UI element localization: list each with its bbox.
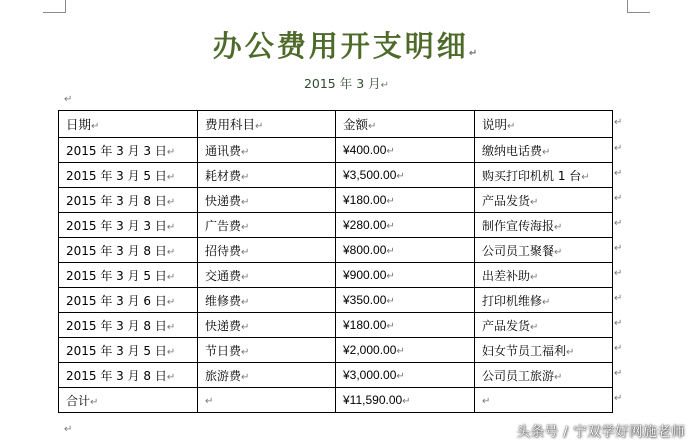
paragraph-mark-icon: ↵ [468, 48, 481, 59]
cell-note[interactable]: 妇女节员工福利↵ [475, 338, 613, 363]
cell-note[interactable]: 公司员工旅游↵ [475, 363, 613, 388]
cell-note[interactable]: 制作宣传海报↵ [475, 213, 613, 238]
cell-amount[interactable]: ¥400.00↵ [336, 138, 475, 163]
row-end-mark-icon: ↵ [614, 317, 623, 329]
expense-table [58, 110, 613, 413]
table-row [59, 338, 613, 363]
cell-end-mark-icon: ↵ [205, 396, 214, 407]
cell-note[interactable]: 购买打印机机 1 台↵ [475, 163, 613, 188]
cell-date[interactable]: 2015 年 3 月 6 日↵ [59, 288, 198, 313]
cell-note[interactable]: 缴纳电话费↵ [475, 138, 613, 163]
cell-end-mark-icon: ↵ [386, 196, 395, 207]
cell-date[interactable]: 2015 年 3 月 8 日↵ [59, 363, 198, 388]
cell-end-mark-icon: ↵ [166, 221, 176, 233]
cell-date[interactable]: 2015 年 3 月 3 日↵ [59, 213, 198, 238]
cell-total-note[interactable] [475, 388, 613, 413]
row-end-mark-icon: ↵ [614, 142, 623, 154]
header-cell-category[interactable]: 费用科目↵ [198, 111, 336, 138]
header-cell-note[interactable]: 说明↵ [475, 111, 613, 138]
cell-total-category[interactable] [198, 388, 336, 413]
cell-end-mark-icon: ↵ [91, 121, 100, 132]
cell-amount[interactable]: ¥3,500.00↵ [336, 163, 475, 188]
row-end-mark-icon: ↵ [614, 167, 623, 179]
table-header-row [59, 111, 613, 138]
cell-end-mark-icon: ↵ [386, 321, 395, 332]
cell-end-mark-icon: ↵ [530, 196, 539, 208]
table-row [59, 363, 613, 388]
cell-note[interactable]: 产品发货↵ [475, 188, 613, 213]
cell-end-mark-icon: ↵ [507, 121, 516, 132]
cell-end-mark-icon: ↵ [402, 396, 411, 407]
table-total-row [59, 388, 613, 413]
cell-end-mark-icon: ↵ [166, 271, 176, 283]
cell-end-mark-icon: ↵ [396, 371, 405, 382]
table-row [59, 313, 613, 338]
cell-end-mark-icon: ↵ [166, 371, 176, 383]
cell-end-mark-icon: ↵ [386, 246, 395, 257]
cell-end-mark-icon: ↵ [166, 321, 176, 333]
watermark-text: 头条号 / 宁双学好网施老师 [516, 424, 685, 440]
document-title-text: 办公费用开支明细 [212, 29, 469, 63]
cell-end-mark-icon: ↵ [241, 371, 250, 383]
cell-date[interactable]: 2015 年 3 月 8 日↵ [59, 313, 198, 338]
paragraph-mark-icon: ↵ [64, 424, 73, 435]
cell-end-mark-icon: ↵ [166, 246, 176, 258]
cell-end-mark-icon: ↵ [241, 146, 250, 158]
row-end-mark-icon: ↵ [614, 342, 623, 354]
paragraph-mark-icon: ↵ [380, 80, 390, 91]
cell-date[interactable]: 2015 年 3 月 5 日↵ [59, 338, 198, 363]
cell-end-mark-icon: ↵ [482, 396, 491, 407]
cell-end-mark-icon: ↵ [166, 346, 176, 358]
cell-end-mark-icon: ↵ [166, 171, 176, 183]
table-row [59, 263, 613, 288]
table-row [59, 188, 613, 213]
cell-note[interactable]: 出差补助↵ [475, 263, 613, 288]
cell-amount[interactable]: ¥280.00↵ [336, 213, 475, 238]
cell-end-mark-icon: ↵ [554, 221, 563, 233]
row-end-mark-icon: ↵ [614, 292, 623, 304]
cell-end-mark-icon: ↵ [566, 346, 575, 358]
row-end-mark-icon: ↵ [614, 217, 623, 229]
page-corner-mark-top-right [627, 0, 650, 13]
cell-amount[interactable]: ¥800.00↵ [336, 238, 475, 263]
cell-end-mark-icon: ↵ [166, 196, 176, 208]
cell-category[interactable]: 维修费↵ [198, 288, 336, 313]
cell-amount[interactable]: ¥3,000.00↵ [336, 363, 475, 388]
cell-end-mark-icon: ↵ [241, 296, 250, 308]
cell-date[interactable]: 2015 年 3 月 8 日↵ [59, 188, 198, 213]
cell-end-mark-icon: ↵ [542, 296, 551, 308]
document-subtitle-text: 2015 年 3 月 [303, 76, 381, 91]
cell-end-mark-icon: ↵ [368, 121, 377, 132]
cell-amount[interactable]: ¥180.00↵ [336, 188, 475, 213]
cell-end-mark-icon: ↵ [530, 271, 539, 283]
cell-end-mark-icon: ↵ [386, 271, 395, 282]
cell-end-mark-icon: ↵ [241, 171, 250, 183]
cell-end-mark-icon: ↵ [166, 146, 176, 158]
row-end-mark-icon: ↵ [614, 367, 623, 379]
cell-amount[interactable]: ¥350.00↵ [336, 288, 475, 313]
cell-end-mark-icon: ↵ [166, 296, 176, 308]
document-subtitle [0, 74, 693, 92]
table-row [59, 213, 613, 238]
row-end-mark-icon: ↵ [614, 242, 623, 254]
cell-date[interactable]: 2015 年 3 月 8 日↵ [59, 238, 198, 263]
cell-end-mark-icon: ↵ [386, 146, 395, 157]
cell-end-mark-icon: ↵ [241, 246, 250, 258]
cell-end-mark-icon: ↵ [241, 196, 250, 208]
page-corner-mark-top-left [43, 0, 66, 13]
cell-end-mark-icon: ↵ [241, 221, 250, 233]
table-row [59, 163, 613, 188]
cell-end-mark-icon: ↵ [554, 246, 563, 258]
cell-date[interactable]: 2015 年 3 月 3 日↵ [59, 138, 198, 163]
cell-end-mark-icon: ↵ [554, 371, 563, 383]
cell-amount[interactable]: ¥2,000.00↵ [336, 338, 475, 363]
cell-amount[interactable]: ¥900.00↵ [336, 263, 475, 288]
cell-category[interactable]: 招待费↵ [198, 238, 336, 263]
cell-end-mark-icon: ↵ [542, 146, 551, 158]
cell-note[interactable]: 产品发货↵ [475, 313, 613, 338]
cell-total-label[interactable]: 合计↵ [59, 388, 198, 413]
cell-end-mark-icon: ↵ [530, 321, 539, 333]
expense-table-body [59, 111, 613, 413]
document-title [0, 24, 693, 65]
cell-total-amount[interactable]: ¥11,590.00↵ [336, 388, 475, 413]
cell-end-mark-icon: ↵ [241, 271, 250, 283]
cell-end-mark-icon: ↵ [241, 346, 250, 358]
cell-category[interactable]: 交通费↵ [198, 263, 336, 288]
table-row [59, 288, 613, 313]
cell-note[interactable]: 公司员工聚餐↵ [475, 238, 613, 263]
cell-end-mark-icon: ↵ [255, 121, 264, 132]
cell-end-mark-icon: ↵ [581, 171, 590, 183]
cell-date[interactable]: 2015 年 3 月 5 日↵ [59, 163, 198, 188]
row-end-mark-icon: ↵ [614, 267, 623, 279]
row-end-mark-icon: ↵ [614, 192, 623, 204]
cell-category[interactable]: 旅游费↵ [198, 363, 336, 388]
row-end-mark-icon: ↵ [614, 116, 623, 128]
header-cell-date[interactable]: 日期↵ [59, 111, 198, 138]
cell-category[interactable]: 节日费↵ [198, 338, 336, 363]
row-end-mark-icon: ↵ [614, 392, 623, 404]
cell-category[interactable]: 耗材费↵ [198, 163, 336, 188]
cell-end-mark-icon: ↵ [396, 171, 405, 182]
cell-category[interactable]: 通讯费↵ [198, 138, 336, 163]
table-row [59, 238, 613, 263]
cell-end-mark-icon: ↵ [386, 296, 395, 307]
paragraph-mark-icon: ↵ [64, 94, 73, 105]
cell-end-mark-icon: ↵ [396, 346, 405, 357]
cell-end-mark-icon: ↵ [386, 221, 395, 232]
cell-note[interactable]: 打印机维修↵ [475, 288, 613, 313]
cell-category[interactable]: 快递费↵ [198, 313, 336, 338]
cell-date[interactable]: 2015 年 3 月 5 日↵ [59, 263, 198, 288]
cell-end-mark-icon: ↵ [241, 321, 250, 333]
header-cell-amount[interactable]: 金额↵ [336, 111, 475, 138]
cell-amount[interactable]: ¥180.00↵ [336, 313, 475, 338]
cell-category[interactable]: 广告费↵ [198, 213, 336, 238]
table-row [59, 138, 613, 163]
cell-category[interactable]: 快递费↵ [198, 188, 336, 213]
cell-end-mark-icon: ↵ [90, 396, 99, 408]
